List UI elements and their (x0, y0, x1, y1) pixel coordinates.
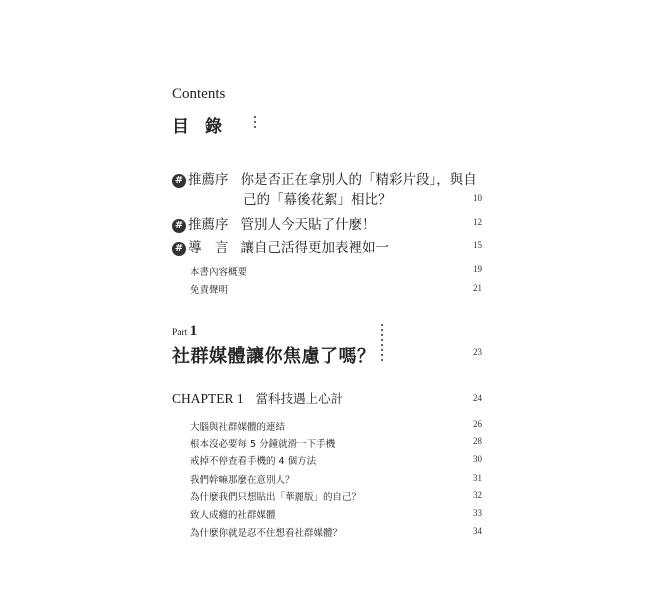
entry-title: 你是否正在拿別人的「精彩片段」，與自 (240, 172, 477, 188)
hash-badge-icon: # (172, 242, 186, 256)
chapter-label: CHAPTER 1 (172, 391, 244, 406)
chapter-title: 當科技遇上心計 (255, 391, 344, 406)
page-number: 28 (473, 436, 482, 446)
page-number: 30 (473, 454, 482, 464)
entry-label: 導 言 (188, 240, 229, 256)
toc-section[interactable]: 根本沒必要每 5 分鐘就滑一下手機 (190, 439, 336, 450)
part-label: Part 1 (172, 323, 198, 339)
toc-entry-disclaimer[interactable]: 免責聲明 (190, 285, 229, 296)
part-title[interactable]: 社群媒體讓你焦慮了嗎？ (172, 346, 376, 367)
page-number: 26 (473, 419, 482, 429)
entry-title: 讓自己活得更加表裡如一 (240, 240, 389, 256)
toc-section[interactable]: 為什麼你就是忍不住想看社群媒體？ (190, 528, 343, 539)
page-number: 31 (473, 473, 482, 483)
toc-section[interactable]: 我們幹嘛那麼在意別人？ (190, 475, 295, 486)
part-number: 1 (189, 323, 198, 339)
page-number: 19 (473, 264, 482, 274)
toc-section[interactable]: 大腦與社群媒體的連結 (190, 422, 286, 433)
entry-label: 推薦序 (188, 217, 229, 233)
hash-badge-icon: # (172, 219, 186, 233)
page-number: 33 (473, 508, 482, 518)
page-number: 24 (473, 393, 482, 403)
toc-section[interactable]: 致人成癮的社群媒體 (190, 510, 276, 521)
vertical-dots-divider (254, 116, 257, 131)
page-number: 10 (473, 193, 482, 203)
entry-title-continued: 己的「幕後花絮」相比？ (243, 192, 392, 208)
toc-entry-introduction[interactable] (172, 236, 389, 256)
page-number: 12 (473, 217, 482, 227)
toc-section[interactable]: 戒掉不停查看手機的 4 個方法 (190, 456, 317, 467)
page-number: 32 (473, 490, 482, 500)
toc-entry-foreword-1[interactable] (172, 168, 477, 188)
page-number: 23 (473, 347, 482, 357)
toc-entry-summary[interactable]: 本書內容概要 (190, 267, 248, 278)
toc-title: 目錄 (172, 117, 238, 137)
toc-entry-foreword-2[interactable] (172, 213, 376, 233)
hash-badge-icon: # (172, 174, 186, 188)
entry-title: 管別人今天貼了什麼！ (240, 217, 376, 233)
entry-label: 推薦序 (188, 172, 229, 188)
page-number: 15 (473, 240, 482, 250)
page-number: 21 (473, 283, 482, 293)
vertical-dots-divider (381, 324, 384, 364)
chapter-heading[interactable] (172, 389, 343, 407)
toc-section[interactable]: 為什麼我們只想貼出「華麗版」的自己？ (190, 492, 362, 503)
page-number: 34 (473, 526, 482, 536)
contents-label: Contents (172, 86, 226, 102)
